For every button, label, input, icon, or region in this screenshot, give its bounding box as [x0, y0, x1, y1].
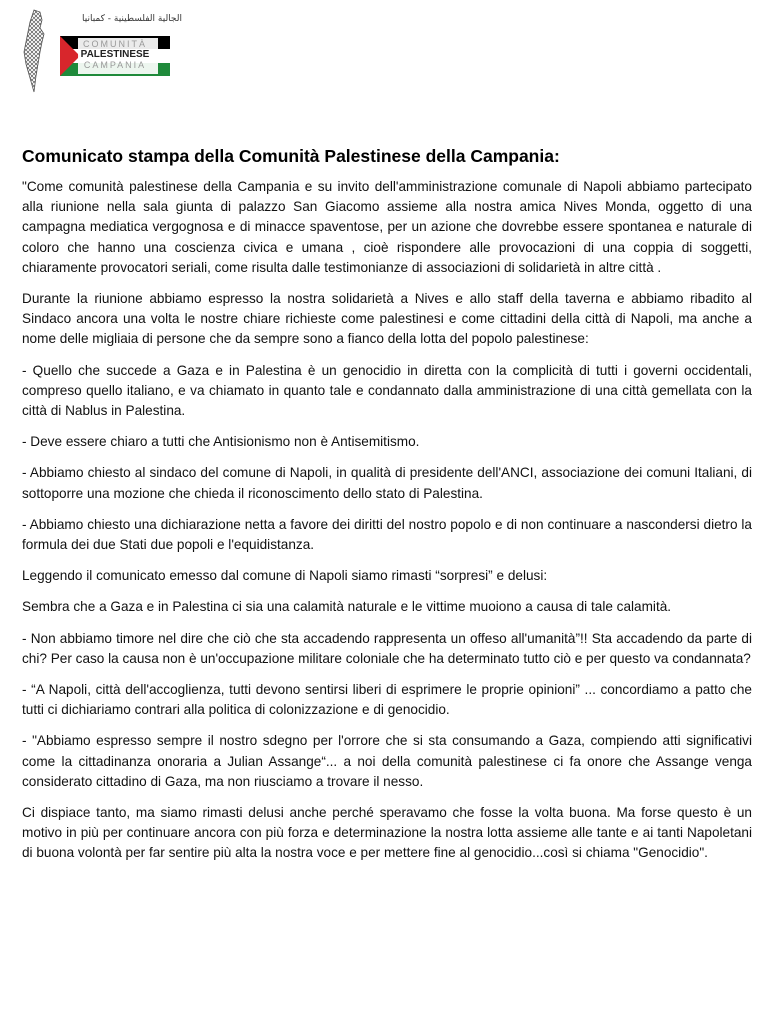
paragraph: - "Abbiamo espresso sempre il nostro sdegno per l'orrore che si sta consumando a Gaza, compiendo atti significativi come la cittadinanza onoraria a Julian Assange“... a noi della comunità palestinese ci fa onore che Assange venga considerato cittadino di Gaza, ma non riusciamo a trovare il nesso. [22, 733, 752, 789]
paragraph: - Abbiamo chiesto una dichiarazione netta a favore dei diritti del nostro popolo e di non continuare a nascondersi dietro la formula dei due Stati due popoli e l'equidistanza. [22, 516, 752, 553]
paragraph: - Abbiamo chiesto al sindaco del comune di Napoli, in qualità di presidente dell'ANCI, associazione dei comuni Italiani, di sottoporre una mozione che chieda il riconoscimento dello stato di Palestina. [22, 465, 752, 501]
paragraph: - “A Napoli, città dell'accoglienza, tutti devono sentirsi liberi di esprimere le proprie opinioni” ... concordiamo a patto che tutti ci dichiariamo contrari alla politica di colonizzazione e di genocidio. [22, 682, 752, 718]
paragraph: Leggendo il comunicato emesso dal comune di Napoli siamo rimasti “sorpresi” e delusi: [22, 568, 548, 584]
arabic-tagline: الجالية الفلسطينية - كمبانيا [82, 14, 182, 24]
paragraph: Durante la riunione abbiamo espresso la nostra solidarietà a Nives e allo staff della taverna e abbiamo ribadito al Sindaco ancora una volta le nostre chiare richieste come palestinesi e come cittadini della città di Napoli, ma anche a nome delle migliaia di persone che da sempre sono a fianco della lotta del popolo palestinese: [22, 291, 752, 347]
paragraph: Ci dispiace tanto, ma siamo rimasti delusi anche perché speravamo che fosse la volta buona. Ma forse questo è un motivo in più per continuare ancora con più forza e determinazione la nostra lotta assieme alle tante e ai tanti Napoletani di buona volontà per far sentire più alta la nostra voce e per mettere fine al genocidio...così si chiama "Genocidio". [22, 805, 752, 861]
palestine-map-logo [18, 8, 54, 94]
paragraph: - Quello che succede a Gaza e in Palestina è un genocidio in diretta con la complicità di tutti i governi occidentali, compreso quello italiano, e va chiamato in quanto tale e condannato dalla amministrazione di una città gemellata con la città di Nablus in Palestina. [22, 362, 752, 419]
document-title: Comunicato stampa della Comunità Palestinese della Campania: [22, 146, 560, 166]
press-release [22, 146, 752, 875]
paragraph: Sembra che a Gaza e in Palestina ci sia una calamità naturale e le vittime muoiono a causa di tale calamità. [22, 599, 672, 615]
logo-line-comunita: COMUNITÀ [83, 39, 147, 49]
paragraph: - Deve essere chiaro a tutti che Antisionismo non è Antisemitismo. [22, 434, 420, 450]
paragraph: - Non abbiamo timore nel dire che ciò che sta accadendo rappresenta un offeso all'umanità”!! Sta accadendo da parte di chi? Per caso la causa non è un'occupazione militare coloniale che ha determinato tutto ciò e per questo va condannata? [22, 630, 752, 666]
paragraph: "Come comunità palestinese della Campania e su invito dell'amministrazione comunale di Napoli abbiamo partecipato alla riunione nella sala giunta di palazzo San Giacomo assieme alla nostra amica Nives Monda, oggetto di una campagna mediatica vergognosa e di minacce spaventose, per un azione che dovrebbe essere spontanea e naturale di coloro che hanno una coscienza civica e umana , cioè rispondere alle provocazioni di una coppia di soggetti, chiaramente provocatori seriali, come risulta dalle testimonianze di associazioni di solidarietà in altre città . [22, 179, 752, 275]
letterhead [0, 0, 778, 110]
logo-line-campania: CAMPANIA [83, 60, 147, 70]
logo-line-palestinese: PALESTINESE [80, 49, 150, 60]
logo-text [80, 40, 150, 70]
